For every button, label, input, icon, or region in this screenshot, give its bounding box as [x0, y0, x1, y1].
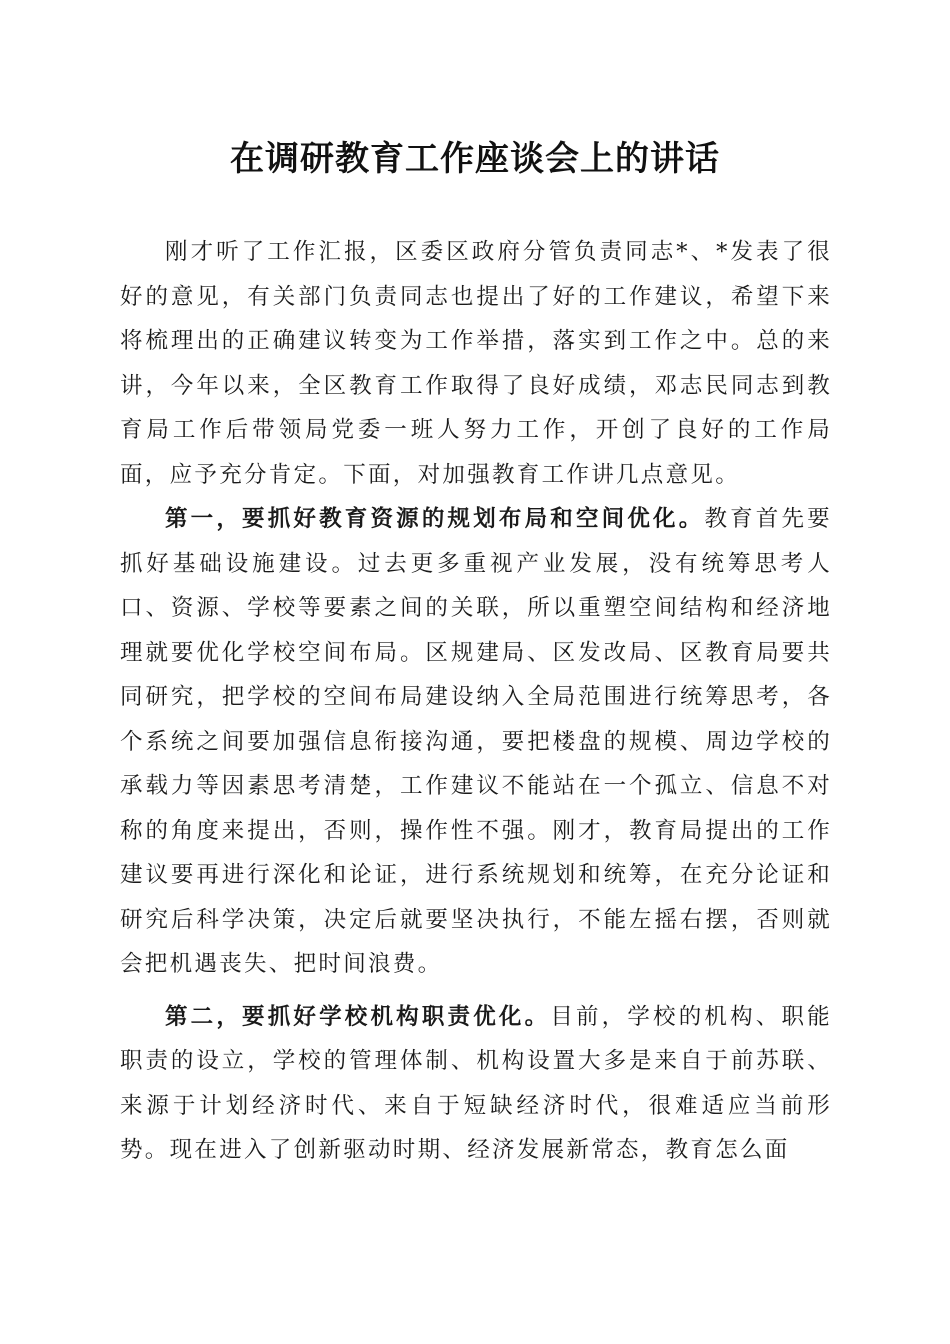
- paragraph-text: 目前，学校的机构、职能职责的设立，学校的管理体制、机构设置大多是来自于前苏联、来源于计划经济时代、来自于短缺经济时代，很难适应当前形势。现在进入了创新驱动时期、经济发展新常态，教育怎么面: [120, 1003, 832, 1163]
- document-body: [120, 230, 832, 1173]
- document-title: 在调研教育工作座谈会上的讲话: [230, 139, 720, 179]
- paragraph-text: 刚才听了工作汇报，区委区政府分管负责同志*、*发表了很好的意见，有关部门负责同志也提出了好的工作建议，希望下来将梳理出的正确建议转变为工作举措，落实到工作之中。总的来讲，今年以来，全区教育工作取得了良好成绩，邓志民同志到教育局工作后带领局党委一班人努力工作，开创了良好的工作局面，应予充分肯定。下面，对加强教育工作讲几点意见。: [120, 239, 832, 488]
- paragraph-point-1: [120, 497, 832, 987]
- paragraph-lead: 第二，要抓好学校机构职责优化。: [165, 1003, 551, 1030]
- paragraph-point-2: [120, 995, 832, 1173]
- paragraph-lead: 第一，要抓好教育资源的规划布局和空间优化。: [165, 506, 705, 532]
- paragraph-text: 教育首先要抓好基础设施建设。过去更多重视产业发展，没有统筹思考人口、资源、学校等要素之间的关联，所以重塑空间结构和经济地理就要优化学校空间布局。区规建局、区发改局、区教育局要共同研究，把学校的空间布局建设纳入全局范围进行统筹思考，各个系统之间要加强信息衔接沟通，要把楼盘的规模、周边学校的承载力等因素思考清楚，工作建议不能站在一个孤立、信息不对称的角度来提出，否则，操作性不强。刚才，教育局提出的工作建议要再进行深化和论证，进行系统规划和统筹，在充分论证和研究后科学决策，决定后就要坚决执行，不能左摇右摆，否则就会把机遇丧失、把时间浪费。: [120, 506, 832, 977]
- paragraph-intro: [120, 230, 832, 497]
